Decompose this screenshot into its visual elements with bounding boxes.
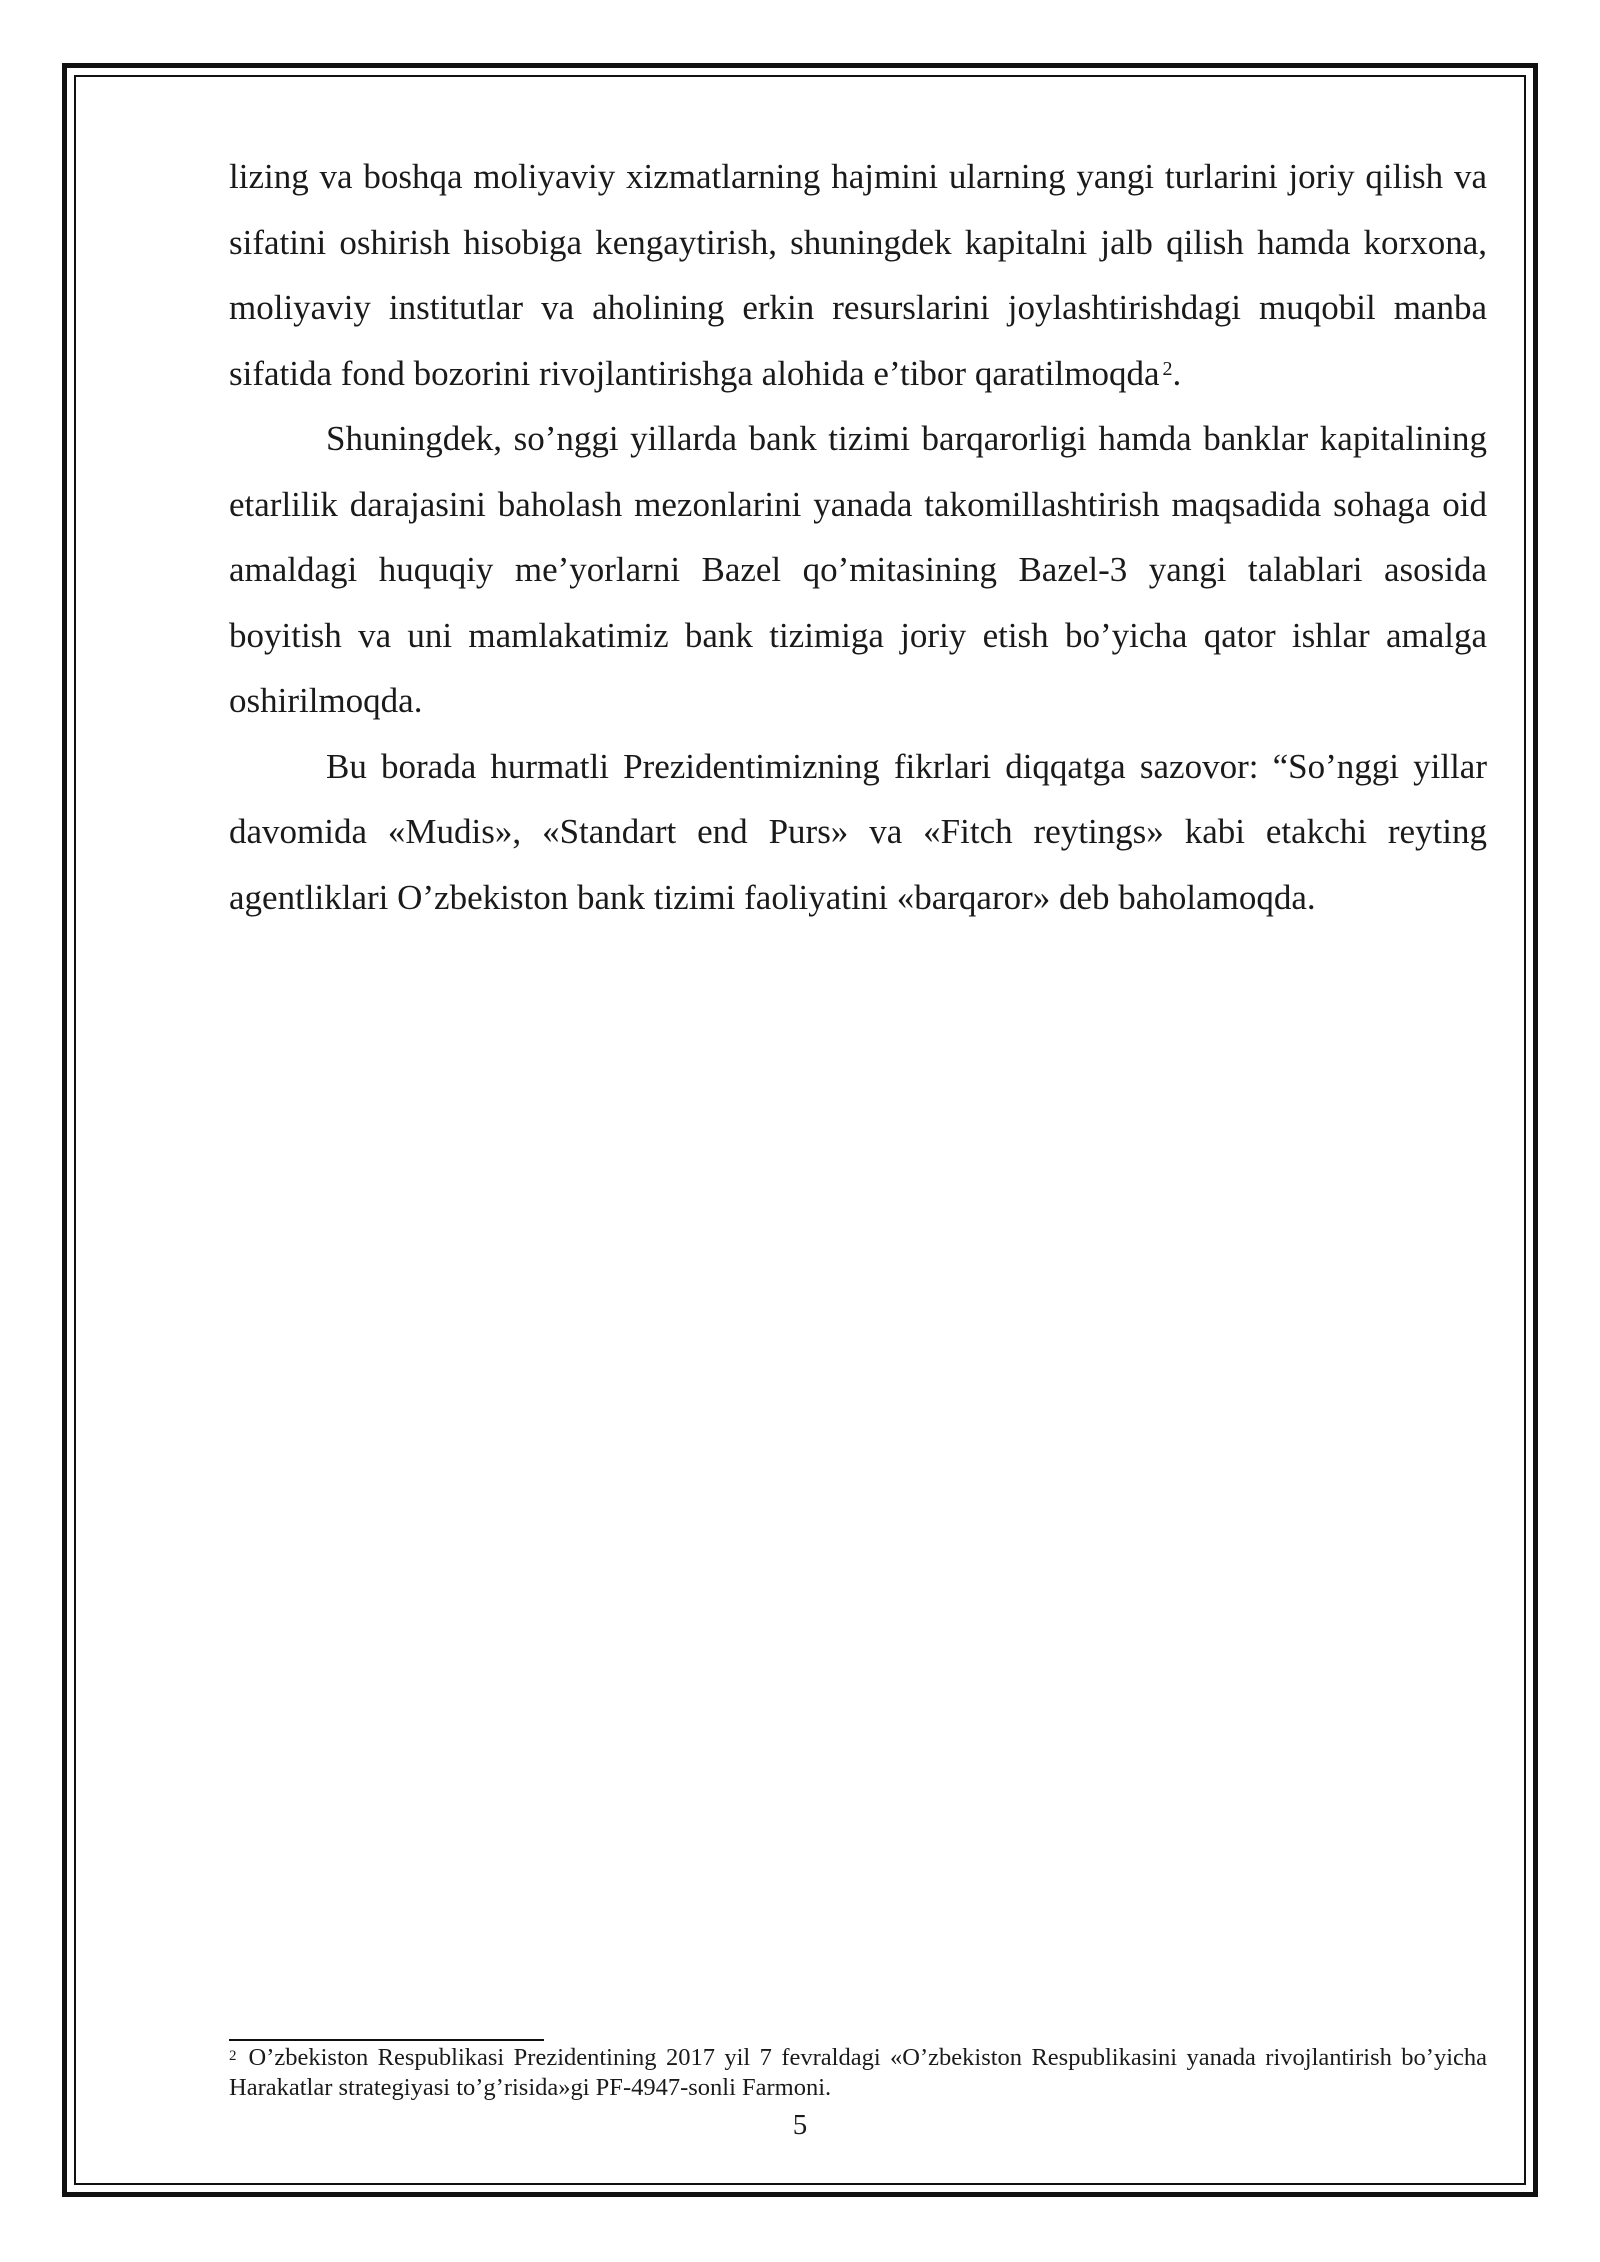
- footnote: [229, 2043, 1487, 2103]
- paragraph-1: [229, 144, 1487, 406]
- paragraph-3: Bu borada hurmatli Prezidentimizning fikrlari diqqatga sazovor: “So’nggi yillar davomida «Mudis», «Standart end Purs» va «Fitch reytings» kabi etakchi reyting agentliklari O’zbekiston bank tizimi faoliyatini «barqaror» deb baholamoqda.: [229, 746, 1487, 917]
- body-text: [229, 144, 1487, 930]
- paragraph-1-end: .: [1172, 353, 1182, 393]
- page-number: 5: [792, 2109, 808, 2141]
- footnote-separator: [229, 2039, 544, 2041]
- footnote-reference[interactable]: 2: [1162, 357, 1173, 380]
- paragraph-2: Shuningdek, so’nggi yillarda bank tizimi barqarorligi hamda banklar kapitalining etarlilik darajasini baholash mezonlarini yanada takomillashtirish maqsadida sohaga oid amaldagi huquqiy me’yorlarni Bazel qo’mitasining Bazel-3 yangi talablari asosida boyitish va uni mamlakatimiz bank tizimiga joriy etish bo’yicha qator ishlar amalga oshirilmoqda.: [229, 419, 1487, 720]
- footnote-number: 2: [229, 2048, 237, 2064]
- paragraph-1-text: lizing va boshqa moliyaviy xizmatlarning hajmini ularning yangi turlarini joriy qilish va sifatini oshirish hisobiga kengaytirish, shuningdek kapitalni jalb qilish hamda korxona, moliyaviy institutlar va aholining erkin resurslarini joylashtirishdagi muqobil manba sifatida fond bozorini rivojlantirishga alohida e’tibor qaratilmoqda: [229, 157, 1487, 393]
- footnote-text: O’zbekiston Respublikasi Prezidentining 2017 yil 7 fevraldagi «O’zbekiston Respublikasini yanada rivojlantirish bo’yicha Harakatlar strategiyasi to’g’risida»gi PF-4947-sonli Farmoni.: [229, 2044, 1487, 2101]
